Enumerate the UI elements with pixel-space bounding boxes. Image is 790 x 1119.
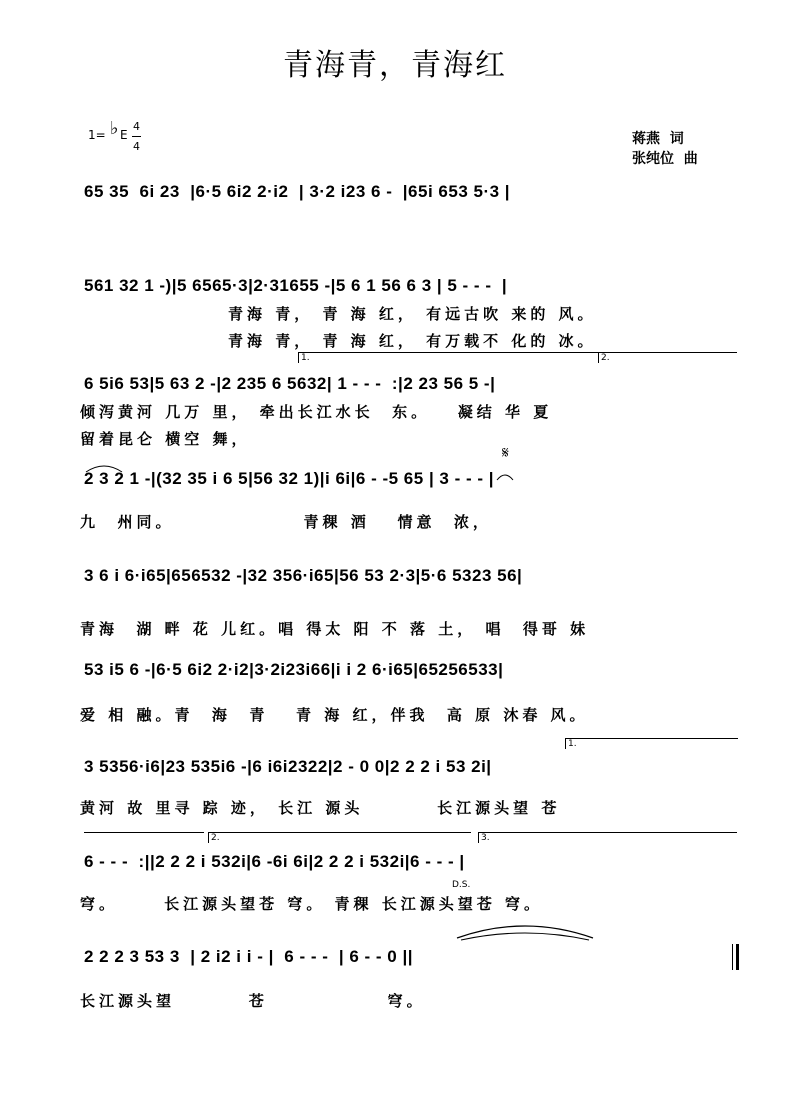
lyric-verse-2: 青海 青， 青 海 红， 有万载不 化的 冰。	[228, 332, 597, 350]
music-line-3: 6 5i6 53|5 63 2 -|2 235 6 5632| 1 - - - :|2 23 56 5 -|	[84, 374, 496, 393]
music-line-5: 3 6 i 6·i65|656532 -|32 356·i65|56 53 2·3|5·6 5323 56|	[84, 566, 523, 585]
lyric-line-5: 青海 湖 畔 花 儿红。唱 得太 阳 不 落 土， 唱 得哥 妹	[80, 620, 590, 638]
key-signature	[88, 118, 188, 158]
music-line-6: 53 i5 6 -|6·5 6i2 2·i2|3·2i23i66|i i 2 6·i65|65256533|	[84, 660, 504, 679]
key-note: E	[120, 128, 128, 142]
composer-credit: 张纯位 曲	[632, 151, 698, 167]
lyric-line-6: 爱 相 融。青 海 青 青 海 红，伴我 高 原 沐春 风。	[80, 706, 589, 724]
time-denominator: 4	[133, 140, 140, 153]
lyric-line-8: 穹。 长江源头望苍 穹。 青稞 长江源头望苍 穹。	[80, 895, 544, 913]
volta-bracket-line8-3	[478, 832, 737, 843]
music-line-1: 65 35 6i 23 |6·5 6i2 2·i2 | 3·2 i23 6 - |65i 653 5·3 |	[84, 182, 511, 201]
volta-bracket-1	[298, 352, 599, 363]
lyric-line-9: 长江源头望 苍 穹。	[80, 992, 426, 1010]
volta-number-line7: 1.	[568, 739, 577, 749]
volta-bracket-line7	[565, 738, 738, 749]
tie-line4	[495, 468, 515, 482]
lyric-verse-1: 青海 青， 青 海 红， 有远古吹 来的 风。	[228, 305, 597, 323]
time-numerator: 4	[133, 120, 140, 133]
volta-number-1: 1.	[301, 353, 310, 363]
music-line-8: 6 - - - :||2 2 2 i 532i|6 -6i 6i|2 2 2 i 532i|6 - - - |	[84, 852, 465, 871]
volta-bracket-line8-2	[208, 832, 471, 843]
flat-icon: ♭	[110, 118, 119, 139]
final-barline-thick	[736, 944, 739, 970]
volta-number-line8-2: 2.	[211, 833, 220, 843]
volta-number-2: 2.	[601, 353, 610, 363]
lyric-line-3a: 倾泻黄河 几万 里， 牵出长江水长 东。 凝结 华 夏	[80, 403, 553, 421]
time-divider	[132, 136, 141, 137]
volta-number-line8-3: 3.	[481, 833, 490, 843]
segno-icon: 𝄋	[502, 443, 509, 462]
tie-line4-start	[84, 458, 124, 474]
music-line-9: 2 2 2 3 53 3 | 2 i2 i i - | 6 - - - | 6 - - 0 ||	[84, 947, 413, 966]
ds-marking: D.S.	[452, 880, 471, 890]
music-line-2: 561 32 1 -)|5 6565·3|2·31655 -|5 6 1 56 6 3 | 5 - - - |	[84, 276, 508, 295]
volta-bracket-2	[598, 352, 737, 363]
lyricist-credit: 蒋燕 词	[632, 131, 684, 147]
music-line-4: 2 3 2 1 -|(32 35 i 6 5|56 32 1)|i 6i|6 - -5 65 | 3 - - - |	[84, 469, 495, 488]
music-line-7: 3 5356·i6|23 535i6 -|6 i6i2322|2 - 0 0|2 2 2 i 53 2i|	[84, 757, 492, 776]
final-barline-thin	[732, 944, 733, 970]
lyric-line-4: 九 州同。 青稞 酒 情意 浓，	[80, 513, 492, 531]
lyric-line-7: 黄河 故 里寻 踪 迹， 长江 源头 长江源头望 苍	[80, 799, 561, 817]
key-prefix: 1=	[88, 128, 106, 142]
lyric-line-3b: 留着昆仑 横空 舞，	[80, 430, 251, 448]
final-tie-inner	[455, 928, 595, 942]
volta-continue-line8	[84, 832, 204, 843]
song-title: 青海青，青海红	[283, 48, 507, 83]
